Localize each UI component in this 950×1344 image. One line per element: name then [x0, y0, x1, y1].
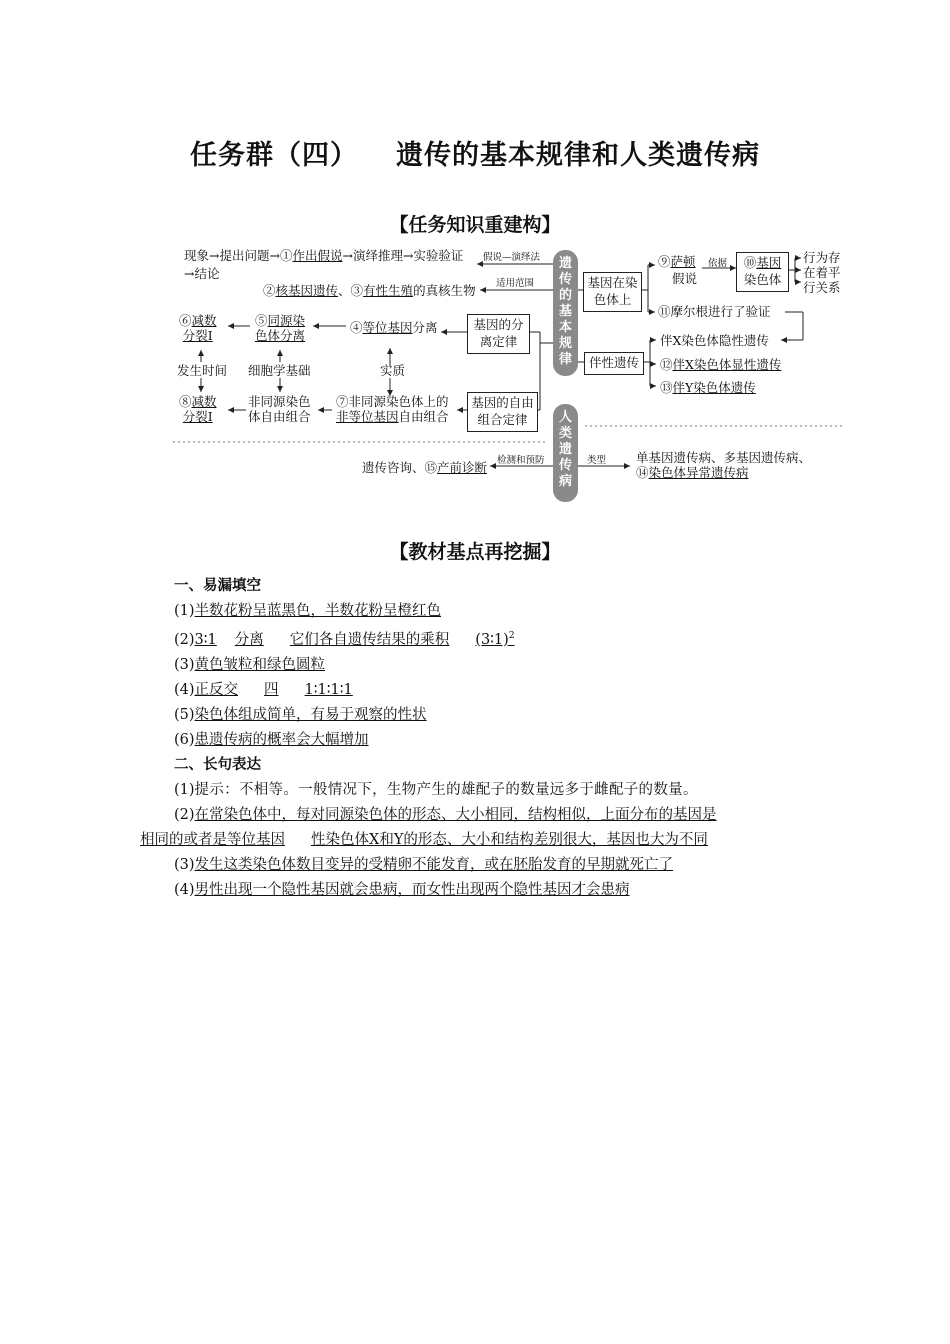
- long-answer-2: (2)在常染色体中，每对同源染色体的形态、大小相同，结构相似，上面分布的基因是: [174, 806, 717, 823]
- essence-label: 实质: [380, 363, 406, 378]
- gene-on-chromosome-box: 基因在染色体上: [583, 272, 642, 312]
- hypothesis-deduction-chain: 现象→提出问题→①作出假说→演绎推理→实验验证: [184, 248, 464, 263]
- disease-types: 单基因遗传病、多基因遗传病、 ⑭染色体异常遗传病: [636, 450, 812, 480]
- conclusion-label: →结论: [184, 266, 220, 281]
- sex-linked-box: 伴性遗传: [584, 352, 644, 375]
- homologous-separation: ⑤同源染 色体分离: [255, 313, 306, 343]
- part1-heading: 一、易漏填空: [174, 578, 261, 594]
- answer-item-4: (4)正反交 四 1∶1∶1∶1: [174, 681, 353, 698]
- long-answer-2-cont: 相同的或者是等位基因 性染色体X和Y的形态、大小和结构差别很大，基因也大为不同: [140, 831, 708, 848]
- sutton-hypothesis: ⑨萨顿: [658, 254, 696, 269]
- page-title: 任务群（四） 遗传的基本规律和人类遗传病: [190, 140, 760, 171]
- section-heading-knowledge: 【任务知识重建构】: [389, 214, 561, 236]
- long-answer-4: (4)男性出现一个隐性基因就会患病，而女性出现两个隐性基因才会患病: [174, 881, 630, 898]
- answer-item-5: (5)染色体组成简单，有易于观察的性状: [174, 706, 427, 723]
- long-answer-1: (1)提示：不相等。一般情况下，生物产生的雄配子的数量远多于雌配子的数量。: [174, 781, 698, 798]
- meiosis-one-top: ⑥减数 分裂Ⅰ: [179, 313, 217, 343]
- part2-heading: 二、长句表达: [174, 756, 261, 773]
- parallel-relation-text: 行为存在着平行关系: [803, 250, 841, 295]
- nonhomologous-combination: 非同源染色 体自由组合: [248, 394, 311, 424]
- genetic-counseling: 遗传咨询、⑮产前诊断: [362, 460, 488, 475]
- x-recessive-inheritance: 伴X染色体隐性遗传: [660, 333, 769, 348]
- answer-item-1: (1)半数花粉呈蓝黑色，半数花粉呈橙红色: [174, 603, 442, 619]
- answer-item-6: (6)患遗传病的概率会大幅增加: [174, 731, 369, 748]
- center-pill-human-disease: 人类遗传病: [553, 404, 578, 502]
- allele-separation: ④等位基因分离: [350, 320, 438, 335]
- cell-basis-label: 细胞学基础: [248, 363, 311, 378]
- basis-label: 依据: [708, 258, 728, 269]
- morgan-verification: ⑪摩尔根进行了验证: [658, 304, 771, 319]
- center-pill-basic-laws: 遗传的基本规律: [553, 250, 578, 376]
- type-label: 类型: [587, 455, 607, 466]
- occur-time-label: 发生时间: [177, 363, 228, 378]
- meiosis-one-bottom: ⑧减数 分裂Ⅰ: [179, 394, 217, 424]
- applicable-scope-text: ②核基因遗传、③有性生殖的真核生物: [263, 283, 476, 298]
- independent-assortment-box: 基因的自由组合定律: [467, 392, 538, 432]
- sutton-hypothesis-line2: 假说: [672, 271, 698, 286]
- detect-prevent-label: 检测和预防: [497, 455, 545, 466]
- applicable-scope-label: 适用范围: [496, 278, 535, 289]
- answer-item-3: (3)黄色皱粒和绿色圆粒: [174, 656, 326, 673]
- answer-item-2: (2)3∶1 分离 它们各自遗传结果的乘积 (3∶1)$^2$: [174, 631, 515, 648]
- y-linked-inheritance: ⑬伴Y染色体遗传: [660, 380, 756, 395]
- hypothesis-deduction-label: 假说—演绎法: [483, 252, 541, 263]
- x-dominant-inheritance: ⑫伴X染色体显性遗传: [660, 357, 782, 372]
- segregation-law-box: 基因的分离定律: [467, 314, 530, 354]
- long-answer-3: (3)发生这类染色体数目变异的受精卵不能发育，或在胚胎发育的早期就死亡了: [174, 856, 674, 873]
- nonallelic-free-combination: ⑦非同源染色体上的 非等位基因自由组合: [336, 394, 449, 424]
- section-heading-textbook: 【教材基点再挖掘】: [389, 541, 561, 563]
- gene-chromosome-box: ⑩基因 染色体: [736, 252, 789, 292]
- exercise-content: [140, 574, 820, 903]
